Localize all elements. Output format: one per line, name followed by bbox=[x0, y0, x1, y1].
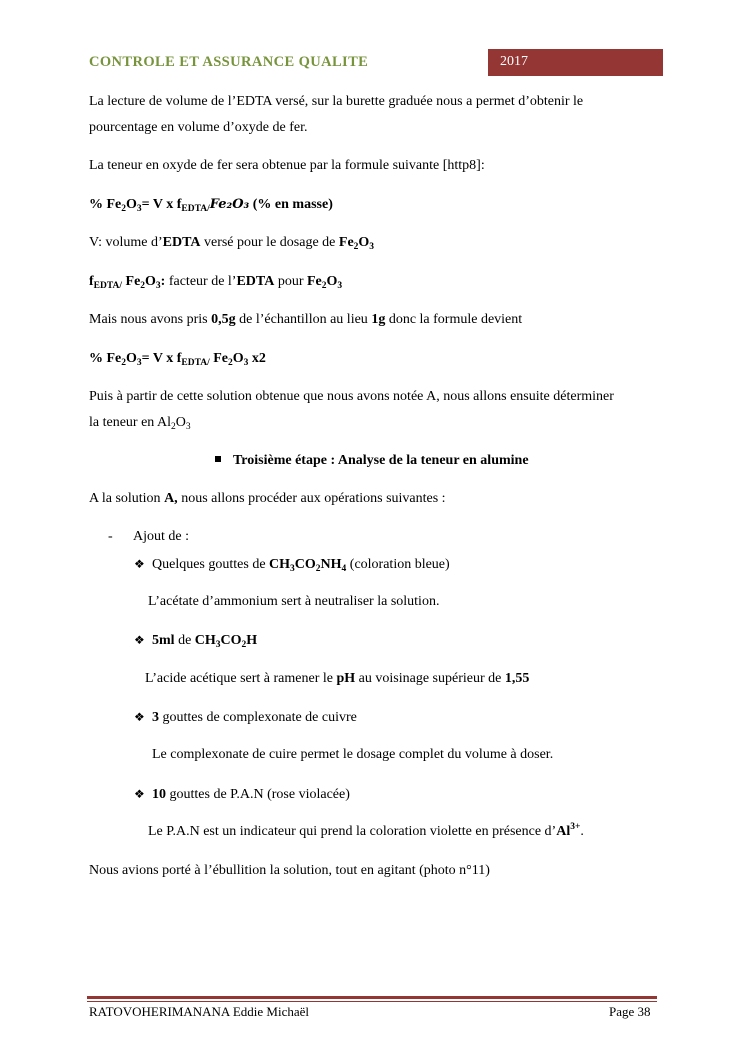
paragraph-edta-volume-line1: La lecture de volume de l’EDTA versé, sur la burette graduée nous a permet d’obtenir le bbox=[89, 94, 584, 109]
list-item-copper-complexonate: ❖ 3 gouttes de complexonate de cuivre bbox=[134, 707, 357, 728]
paragraph-operations-intro: A la solution A, nous allons procéder aux opérations suivantes : bbox=[89, 491, 446, 506]
diamond-bullet-icon: ❖ bbox=[134, 710, 145, 724]
list-item-acetic-acid-desc: L’acide acétique sert à ramener le pH au voisinage supérieur de 1,55 bbox=[145, 671, 530, 686]
list-item-pan-desc: Le P.A.N est un indicateur qui prend la coloration violette en présence $d’Al^{3+}$. bbox=[148, 822, 584, 839]
footer-rule-thin bbox=[87, 1001, 657, 1002]
list-item-ammonium-acetate: ❖ Quelques gouttes de $CH_3CO_2NH_4$ (coloration bleue) bbox=[134, 554, 450, 575]
list-item-pan: ❖ 10 gouttes de P.A.N (rose violacée) bbox=[134, 784, 350, 805]
header-title: CONTROLE ET ASSURANCE QUALITE bbox=[89, 54, 369, 70]
formula-fe2o3-x2: % $Fe_2O_3= V$ x $f_{EDTA/}$ $Fe_2O_3$ x2 bbox=[89, 351, 266, 368]
diamond-bullet-icon: ❖ bbox=[134, 787, 145, 801]
footer-author: RATOVOHERIMANANA Eddie Michaël bbox=[89, 1004, 310, 1019]
definition-f: $f_{EDTA/}$ $Fe_2O_3$: facteur de l’EDTA pour $Fe_2O_3$ bbox=[89, 274, 343, 291]
header-year: 2017 bbox=[488, 49, 663, 76]
paragraph-edta-volume-line2: pourcentage en volume d’oxyde de fer. bbox=[89, 120, 308, 135]
paragraph-solution-a-line1: Puis à partir de cette solution obtenue que nous avons notée A, nous allons ensuite déterminer bbox=[89, 389, 614, 404]
diamond-bullet-icon: ❖ bbox=[134, 557, 145, 571]
square-bullet-icon bbox=[215, 456, 221, 462]
diamond-bullet-icon: ❖ bbox=[134, 633, 145, 647]
footer-rule-thick bbox=[87, 996, 657, 999]
paragraph-boiling: Nous avions porté à l’ébullition la solution, tout en agitant (photo n°11) bbox=[89, 863, 490, 878]
paragraph-formula-intro: La teneur en oxyde de fer sera obtenue par la formule suivante [http8]: bbox=[89, 158, 485, 173]
list-item-acetic-acid: ❖ 5ml de $CH_3CO_2H$ bbox=[134, 630, 257, 651]
formula-fe2o3-percent: % $Fe_2O_3= V$ x $f_{EDTA/}Fe_2O_3$ (% en masse) bbox=[89, 197, 333, 214]
paragraph-sample-mass: Mais nous avons pris 0,5g de l’échantillon au lieu 1g donc la formule devient bbox=[89, 312, 523, 327]
list-item-ammonium-acetate-desc: L’acétate d’ammonium sert à neutraliser la solution. bbox=[148, 594, 440, 609]
paragraph-solution-a-line2: la teneur en $Al_2O_3$ bbox=[89, 415, 191, 432]
footer-page-number: Page 38 bbox=[609, 1004, 651, 1019]
section-heading-third-step: Troisième étape : Analyse de la teneur en alumine bbox=[215, 451, 529, 471]
definition-v: V: volume d’EDTA versé pour le dosage de $Fe_2O_3$ bbox=[89, 235, 375, 252]
list-item-copper-complexonate-desc: Le complexonate de cuire permet le dosage complet du volume à doser. bbox=[152, 747, 554, 762]
list-intro-ajout: - Ajout de : bbox=[108, 529, 189, 544]
